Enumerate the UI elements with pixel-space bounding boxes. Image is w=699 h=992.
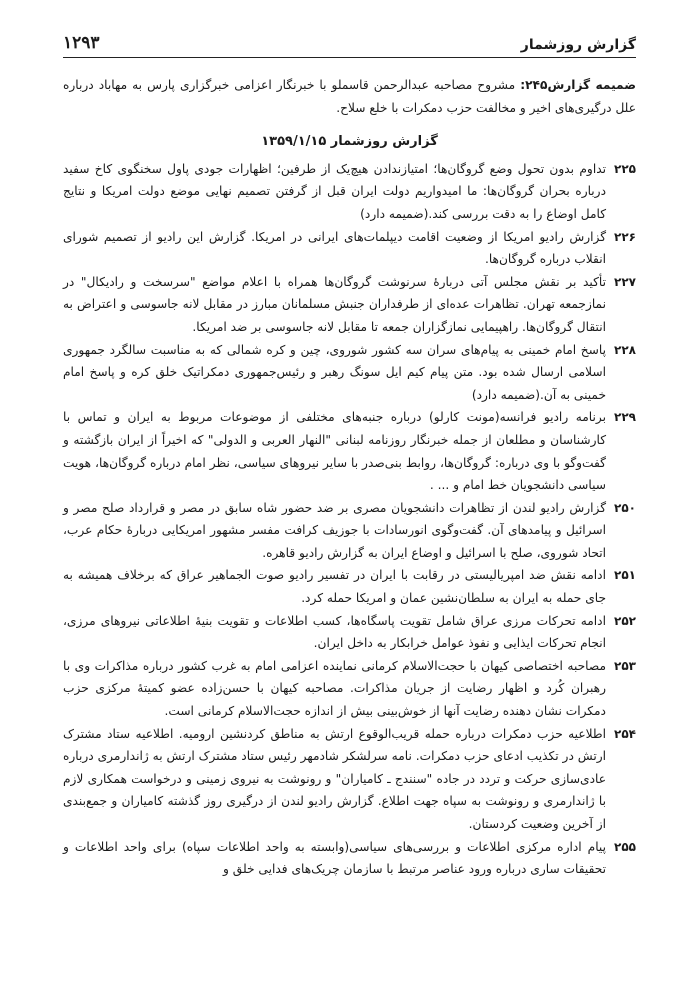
report-entry	[63, 723, 636, 836]
entry-text: گزارش رادیو لندن از تظاهرات دانشجویان مصری بر ضد حضور شاه سابق در مصر و قرارداد صلح مصر و اسرائیل و پیامدهای آن. گفت‌وگوی انورسادات با جوزیف کرافت مفسر مشهور امریکایی دربارهٔ حکام عرب، اتحاد شوروی، صلح با اسرائیل و اوضاع ایران به گزارش رادیو قاهره.	[63, 500, 606, 560]
entry-number: ۲۵۱	[614, 568, 636, 583]
report-entry	[63, 610, 636, 655]
entry-text: تداوم بدون تحول وضع گروگان‌ها؛ امتیازندادن هیچ‌یک از طرفین؛ اظهارات جودی پاول سخنگوی کاخ سفید درباره بحران گروگان‌ها: ما امیدواریم دولت ایران قبل از گرفتن تصمیم نهایی موضع دولت امریکا و نتایج کامل اوضاع را به دقت بررسی کند.(ضمیمه دارد)	[63, 161, 606, 221]
page-content	[63, 74, 636, 881]
entry-number: ۲۲۶	[614, 229, 636, 244]
report-entry	[63, 226, 636, 271]
report-entry	[63, 836, 636, 881]
report-entry	[63, 406, 636, 496]
entry-number: ۲۵۴	[614, 726, 636, 741]
entry-text: مصاحبه اختصاصی کیهان با حجت‌الاسلام کرمانی نماینده اعزامی امام به غرب کشور درباره مذاکرات وی با رهبران کُرد و اظهار رضایت از جریان مذاکرات. مصاحبه کیهان با حسن‌زاده عضو کمیتهٔ مرکزی حزب دمکرات نشان دهنده رضایت آنها از خوش‌بینی بیش از اندازه حجت‌الاسلام کرمانی است.	[63, 658, 606, 719]
entry-text: ادامه تحرکات مرزی عراق شامل تقویت پاسگاه‌ها، کسب اطلاعات و تقویت بنیهٔ اطلاعاتی نیروهای مرزی، انجام تحرکات ایذایی و نفوذ عوامل خرابکار به داخل ایران.	[63, 613, 606, 651]
entry-number: ۲۵۵	[614, 839, 636, 854]
entry-number: ۲۵۳	[614, 658, 636, 673]
entry-text: پاسخ امام خمینی به پیام‌های سران سه کشور شوروی، چین و کره شمالی که به مناسبت سالگرد جمهوری اسلامی ارسال شده بود. متن پیام کیم ایل سونگ رهبر و رئیس‌جمهوری دمکراتیک خلق کره و پاسخ امام خمینی به آن.(ضمیمه دارد)	[63, 342, 606, 402]
entry-text: اطلاعیه حزب دمکرات درباره حمله قریب‌الوقوع ارتش به مناطق کردنشین ارومیه. اطلاعیه ستاد مشترک ارتش در تکذیب ادعای حزب دمکرات. نامه سرلشکر شادمهر رئیس ستاد مشترک ارتش به ژاندارمری درباره عادی‌سازی حرکت و تردد در جاده "سنندج ـ کامیاران" و رونوشت به نیروی زمینی و درخواست همکاری لازم با ژاندارمری و رونوشت به سپاه جهت اطلاع. گزارش رادیو لندن از درگیری روز گذشته کامیاران و جمع‌بندی از آخرین وضعیت کردستان.	[63, 726, 606, 831]
page-header	[63, 30, 636, 58]
page-number: ۱۲۹۳	[63, 33, 100, 53]
entry-number: ۲۲۹	[614, 410, 636, 425]
report-entry	[63, 655, 636, 723]
entry-number: ۲۲۵	[614, 161, 636, 176]
report-entry	[63, 564, 636, 609]
entries-list	[63, 158, 636, 881]
running-title: گزارش روزشمار	[520, 37, 636, 53]
supplement-text: مشروح مصاحبه عبدالرحمن قاسملو با خبرنگار اعزامی خبرگزاری پارس به مهاباد درباره علل درگیری‌های اخیر و مخالفت حزب دمکرات با خلع سلاح.	[63, 78, 636, 115]
entry-number: ۲۵۰	[614, 500, 636, 515]
report-entry	[63, 497, 636, 565]
report-entry	[63, 339, 636, 407]
entry-number: ۲۵۲	[614, 613, 636, 628]
supplement-note	[63, 74, 636, 119]
report-entry	[63, 271, 636, 339]
entry-text: برنامه رادیو فرانسه(مونت کارلو) درباره جنبه‌های مختلفی از موضوعات مربوط به ایران و تماس با کارشناسان و مطلعان از جمله خبرنگار روزنامه لبنانی "النهار العربی و الدولی" که اخیراً از ایران بازگشته و گفت‌وگو با وی درباره: گروگان‌ها، روابط بنی‌صدر با سایر نیروهای سیاسی، نظر امام درباره گروگان‌ها، هویت سیاسی دانشجویان خط امام و ... .	[63, 410, 606, 493]
entry-text: تأکید بر نقش مجلس آتی دربارهٔ سرنوشت گروگان‌ها همراه با اعلام مواضع "سرسخت و رادیکال" در نمازجمعه تهران. تظاهرات عده‌ای از طرفداران جنبش مسلمانان مبارز در مقابل لانه جاسوسی و اعتراض به انتقال گروگان‌ها. راهپیمایی نمازگزاران جمعه تا مقابل لانه جاسوسی بر ضد امریکا.	[63, 274, 606, 334]
entry-text: ادامه نقش ضد امپریالیستی در رقابت با ایران در تفسیر رادیو صوت الجماهیر عراق که برخلاف همیشه به جای حمله به ایران به سلطان‌نشین عمان و امریکا حمله کرد.	[63, 568, 606, 606]
supplement-label: ضمیمه گزارش۲۴۵:	[520, 78, 636, 92]
entry-text: گزارش رادیو امریکا از وضعیت اقامت دیپلمات‌های ایرانی در امریکا. گزارش این رادیو از تصمیم شورای انقلاب درباره گروگان‌ها.	[63, 229, 606, 267]
entry-number: ۲۲۸	[614, 342, 636, 357]
entry-number: ۲۲۷	[614, 274, 636, 289]
report-entry	[63, 158, 636, 226]
section-title: گزارش روزشمار ۱۳۵۹/۱/۱۵	[261, 134, 438, 150]
entry-text: پیام اداره مرکزی اطلاعات و بررسی‌های سیاسی(وابسته به واحد اطلاعات سپاه) برای واحد اطلاعات و تحقیقات ساری درباره ورود عناصر مرتبط با سازمان چریک‌های فدایی خلق و	[63, 839, 606, 877]
